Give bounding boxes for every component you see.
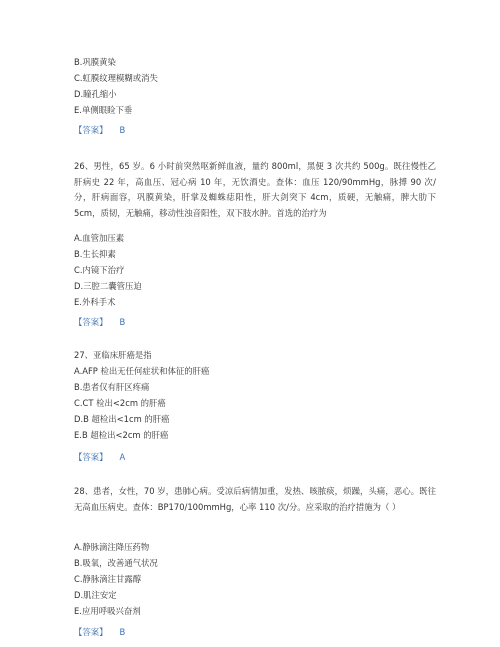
q28-option-e: E.应用呼吸兴奋剂	[74, 606, 141, 616]
q27-option-d: D.B 超检出<1cm 的肝癌	[74, 414, 170, 424]
question-26-stem: 26、男性，65 岁。6 小时前突然呕新鲜血液，量约 800ml，黑便 3 次共约 500g。既往慢性乙肝病史 22 年，高血压、冠心病 10 年，无饮酒史。查体：血压 120/90mmHg，脉搏 90 次/分，肝病面容，巩膜黄染，肝掌及蜘蛛痣阳性，肝大剑突下 4cm，质硬，无触痛，脾大肋下 5cm，质韧，无触痛，移动性浊音阳性，双下肢水肿。首选的治疗为	[74, 161, 436, 218]
answer-value: B	[119, 125, 126, 135]
q26-option-c: C.内镜下治疗	[74, 265, 125, 275]
option-b-prev: B.巩膜黄染	[74, 57, 116, 67]
q28-option-a: A.静脉滴注降压药物	[74, 542, 150, 552]
q27-option-b: B.患者仅有肝区疼痛	[74, 382, 150, 392]
q28-option-b: B.吸氧，改善通气状况	[74, 558, 158, 568]
answer-26	[74, 317, 125, 328]
answer-label: 【答案】	[74, 452, 108, 462]
answer-label: 【答案】	[74, 317, 108, 327]
answer-27	[74, 452, 125, 463]
answer-28	[74, 627, 125, 638]
q26-option-a: A.血管加压素	[74, 233, 125, 243]
option-d-prev: D.瞳孔缩小	[74, 89, 117, 99]
answer-label: 【答案】	[74, 627, 108, 637]
answer-value: A	[119, 452, 126, 462]
answer-value: B	[119, 317, 126, 327]
q26-option-e: E.外科手术	[74, 297, 116, 307]
q27-option-e: E.B 超检出<2cm 的肝癌	[74, 430, 169, 440]
option-e-prev: E.单侧眼睑下垂	[74, 105, 133, 115]
q28-option-c: C.静脉滴注甘露醇	[74, 574, 142, 584]
answer-prev	[74, 125, 125, 136]
q27-option-c: C.CT 检出<2cm 的肝癌	[74, 398, 166, 408]
q26-option-b: B.生长抑素	[74, 249, 116, 259]
q26-option-d: D.三腔二囊管压迫	[74, 281, 142, 291]
q27-option-a: A.AFP 检出无任何症状和体征的肝癌	[74, 366, 210, 376]
answer-label: 【答案】	[74, 125, 108, 135]
option-c-prev: C.虹膜纹理模糊或消失	[74, 73, 158, 83]
question-27-stem: 27、亚临床肝癌是指	[74, 350, 152, 360]
question-28-stem: 28、患者，女性，70 岁，患肺心病。受凉后病情加重，发热、咳脓痰，烦躁，头痛，恶心。既往无高血压病史。查体：BP170/100mmHg，心率 110 次/分。应采取的治疗措施为（ ）	[74, 486, 436, 512]
q28-option-d: D.肌注安定	[74, 590, 117, 600]
answer-value: B	[119, 627, 126, 637]
